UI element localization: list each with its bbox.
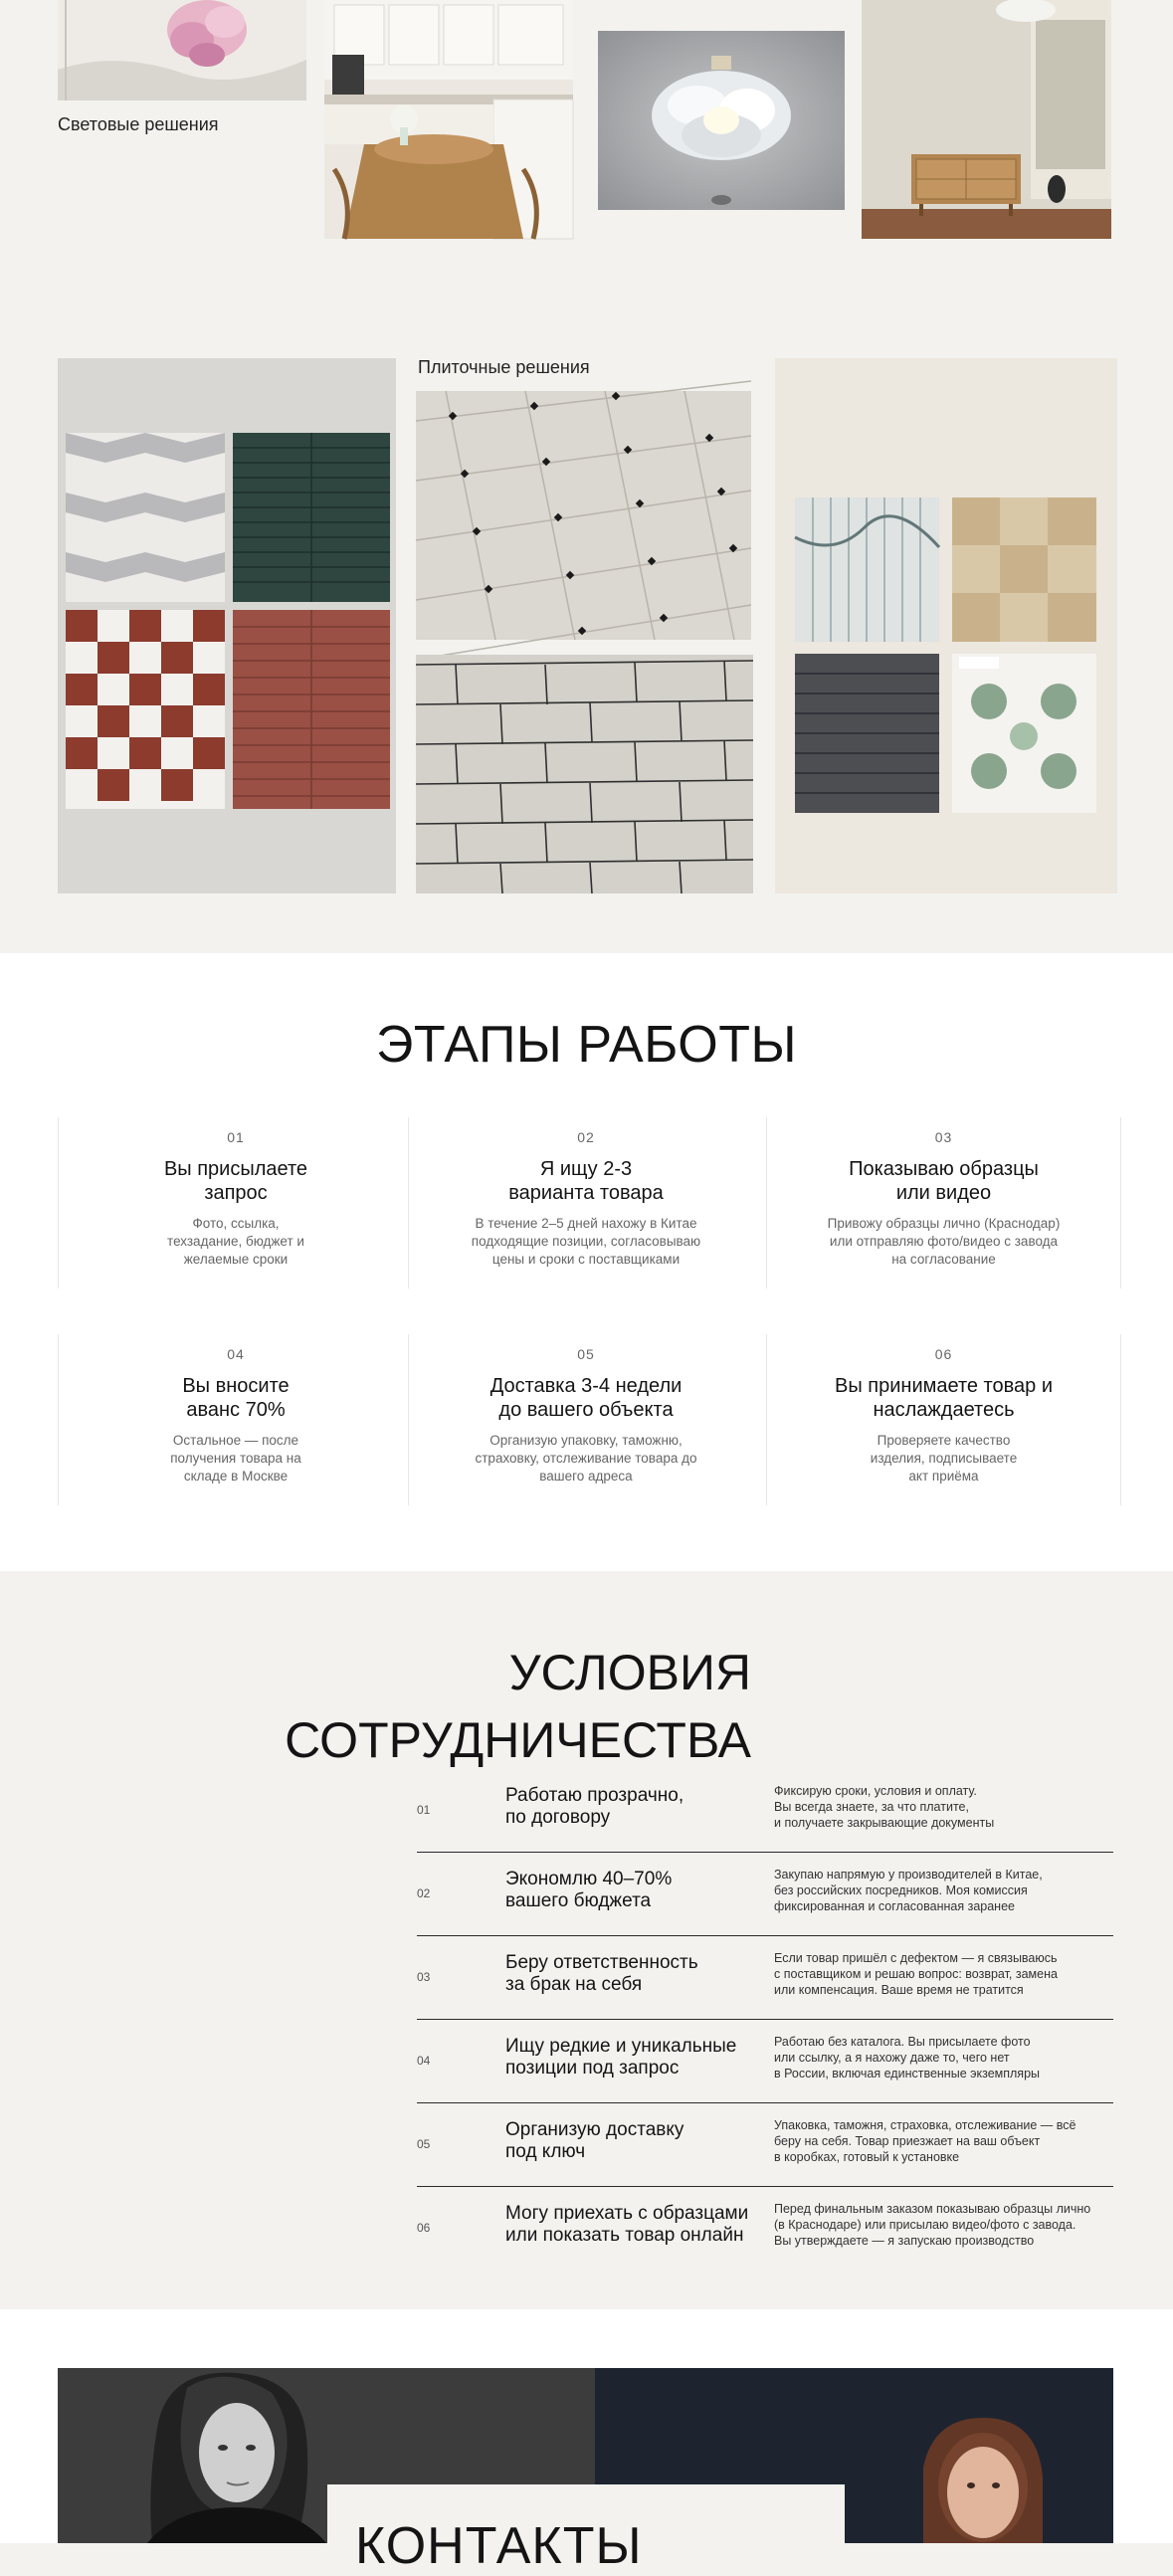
stage-card-06 [766, 1334, 1121, 1505]
term-row-04 [417, 2020, 1113, 2103]
stage-card-03 [766, 1117, 1121, 1288]
stage-card-02 [408, 1117, 763, 1288]
stage-description: Остальное — после получения товара на складе в Москве [170, 1433, 301, 1484]
photo-kitchen[interactable] [324, 0, 573, 239]
term-description: Закупаю напрямую у производителей в Китае, без российских посредников. Моя комиссия фиксированная и согласованная заранее [774, 1868, 1043, 1913]
stage-number: 06 [934, 1346, 953, 1362]
term-row-02 [417, 1853, 1113, 1936]
stage-number: 03 [934, 1129, 953, 1145]
term-description: Перед финальным заказом показываю образцы лично (в Краснодаре) или присылаю видео/фото с завода. Вы утверждаете — я запускаю производство [774, 2202, 1091, 2248]
stage-description: Проверяете качество изделия, подписываете акт приёма [870, 1433, 1018, 1484]
term-row-06 [417, 2187, 1113, 2271]
stages-section [0, 953, 1173, 1571]
photo-pink-chandelier[interactable] [58, 0, 306, 100]
stage-number: 02 [577, 1129, 595, 1145]
stage-title: Показываю образцы или видео [849, 1158, 1039, 1204]
term-description: Упаковка, таможня, страховка, отслеживание — всё беру на себя. Товар приезжает на ваш объект в коробках, готовый к установке [774, 2118, 1076, 2164]
photo-tile-floor-dots[interactable] [416, 391, 751, 640]
stage-card-01 [58, 1117, 413, 1288]
term-number: 05 [417, 2137, 431, 2151]
terms-title: УСЛОВИЯ СОТРУДНИЧЕСТВА [285, 1645, 751, 1768]
contacts-section [0, 2309, 1173, 2575]
stage-title: Вы принимаете товар и наслаждаетесь [835, 1375, 1053, 1421]
contacts-title: КОНТАКТЫ [355, 2517, 643, 2575]
term-number: 01 [417, 1803, 431, 1817]
stage-description: Привожу образцы лично (Краснодар) или отправляю фото/видео с завода на согласование [827, 1216, 1061, 1267]
term-row-03 [417, 1936, 1113, 2020]
stage-title: Я ищу 2-3 варианта товара [508, 1158, 664, 1204]
term-number: 03 [417, 1970, 431, 1984]
term-number: 04 [417, 2054, 431, 2068]
stage-description: В течение 2–5 дней нахожу в Китае подходящие позиции, согласовываю цены и сроки с поставщиками [471, 1216, 701, 1267]
tile-caption: Плиточные решения [418, 357, 590, 377]
photo-room-dresser[interactable] [862, 0, 1111, 239]
photo-tile-grid[interactable] [416, 655, 753, 893]
term-row-01 [417, 1769, 1113, 1853]
stage-description: Организую упаковку, таможню, страховку, отслеживание товара до вашего адреса [475, 1433, 697, 1484]
term-title: Могу приехать с образцами или показать товар онлайн [505, 2203, 749, 2246]
stage-title: Вы присылаете запрос [163, 1158, 308, 1204]
term-description: Работаю без каталога. Вы присылаете фото или ссылку, а я нахожу даже то, чего нет в России, включая единственные экземпляры [774, 2035, 1041, 2081]
stage-title: Доставка 3-4 недели до вашего объекта [489, 1375, 683, 1421]
term-number: 02 [417, 1886, 431, 1900]
stage-description: Фото, ссылка, техзадание, бюджет и желаемые сроки [167, 1216, 304, 1267]
photo-tile-samples-mosaic[interactable] [58, 358, 396, 893]
lighting-caption: Световые решения [58, 114, 219, 134]
term-title: Ищу редкие и уникальные позиции под запрос [505, 2036, 737, 2079]
stage-number: 01 [227, 1129, 245, 1145]
stage-card-05 [408, 1334, 763, 1505]
term-description: Фиксирую сроки, условия и оплату. Вы всегда знаете, за что платите, и получаете закрывающие документы [774, 1784, 995, 1830]
stage-number: 04 [227, 1346, 245, 1362]
stages-title: ЭТАПЫ РАБОТЫ [375, 1016, 798, 1074]
photo-tile-sample-boards[interactable] [775, 358, 1117, 893]
term-title: Беру ответственность за брак на себя [505, 1952, 698, 1995]
photo-crystal-chandelier[interactable] [598, 31, 845, 210]
stage-title: Вы вносите аванс 70% [182, 1375, 290, 1421]
term-title: Организую доставку под ключ [505, 2119, 684, 2162]
terms-section [0, 1571, 1173, 2309]
stage-number: 05 [577, 1346, 595, 1362]
term-description: Если товар пришёл с дефектом — я связываюсь с поставщиком и решаю вопрос: возврат, замена или компенсация. Ваше время не тратится [774, 1951, 1058, 1997]
contact-card [327, 2484, 845, 2575]
term-title: Работаю прозрачно, по договору [505, 1785, 684, 1828]
term-number: 06 [417, 2221, 431, 2235]
stage-card-04 [58, 1334, 413, 1505]
term-row-05 [417, 2103, 1113, 2187]
term-title: Экономлю 40–70% вашего бюджета [505, 1869, 673, 1911]
